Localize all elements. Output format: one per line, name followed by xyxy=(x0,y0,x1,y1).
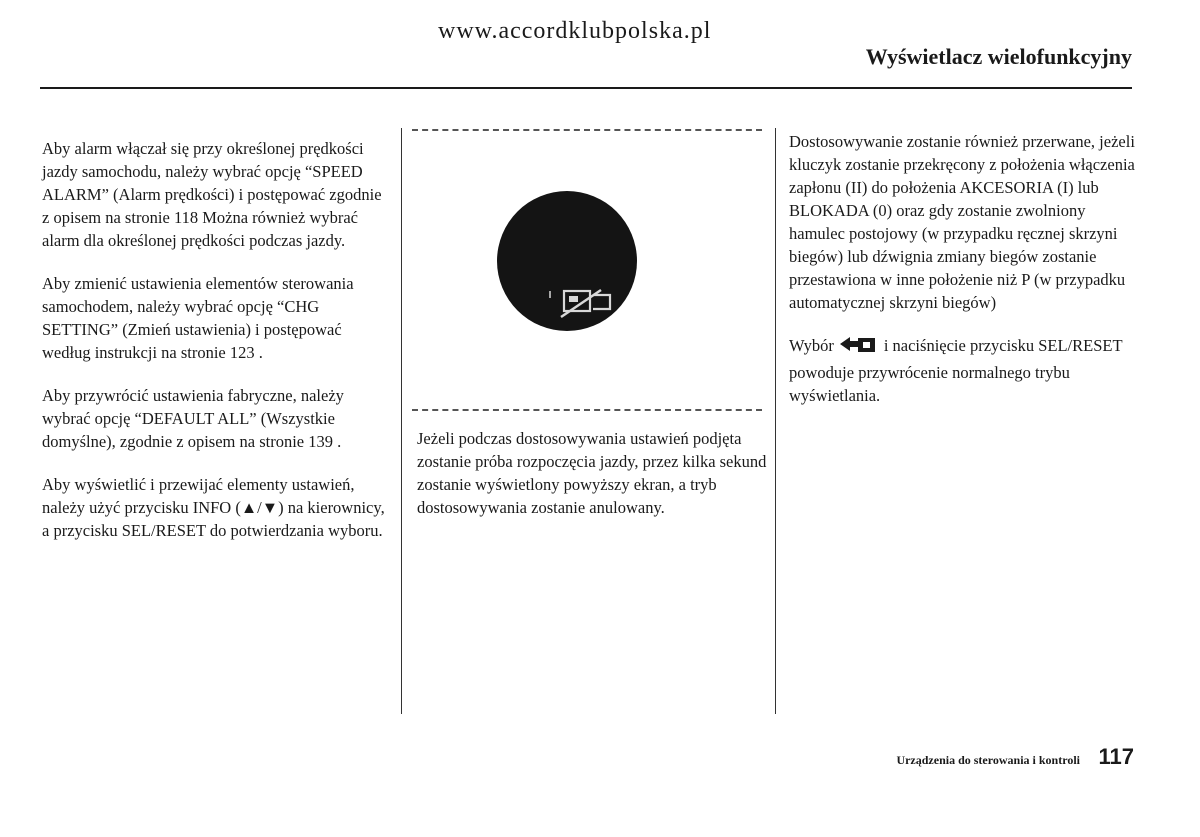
figure-top-rule xyxy=(412,129,762,131)
paragraph-return-normal xyxy=(789,334,1139,407)
footer-section-label: Urządzenia do sterowania i kontroli xyxy=(896,753,1080,767)
section-title: Wyświetlacz wielofunkcyjny xyxy=(865,44,1132,69)
paragraph-default-all: Aby przywrócić ustawienia fabryczne, należy wybrać opcję “DEFAULT ALL” (Wszystkie domyślne), zgodnie z opisem na stronie 139 . xyxy=(42,386,344,451)
paragraph-return-suffix: i naciśnięcie przycisku SEL/RESET powoduje przywrócenie normalnego trybu wyświetlania. xyxy=(789,336,1123,405)
middle-column xyxy=(417,427,767,539)
paragraph-return-prefix: Wybór xyxy=(789,336,834,355)
paragraph-speed-alarm: Aby alarm włączał się przy określonej prędkości jazdy samochodu, należy wybrać opcję “SPEED ALARM” (Alarm prędkości) i postępować zgodnie z opisem na stronie 118 Można również wybrać alarm dla określonej prędkości podczas jazdy. xyxy=(42,139,382,250)
back-arrow-icon xyxy=(838,335,880,361)
paragraph-cancel-conditions: Dostosowywanie zostanie również przerwane, jeżeli kluczyk zostanie przekręcony z położenia włączenia zapłonu (II) do położenia AKCESORIA (I) lub BLOKADA (0) oraz gdy zostanie zwolniony hamulec postojowy (w przypadku ręcznej skrzyni biegów) lub dźwignia zmiany biegów zostanie przestawiona w inne położenie niż P (w przypadku automatycznej skrzyni biegów) xyxy=(789,132,1135,312)
paragraph-info-button: Aby wyświetlić i przewijać elementy ustawień, należy użyć przycisku INFO (▲/▼) na kierownicy, a przycisku SEL/RESET do potwierdzania wyboru. xyxy=(42,475,385,540)
figure-caption: Jeżeli podczas dostosowywania ustawień podjęta zostanie próba rozpoczęcia jazdy, przez kilka sekund zostanie wyświetlony powyższy ekran, a tryb dostosowywania zostanie anulowany. xyxy=(417,429,767,517)
display-screen-figure xyxy=(497,191,637,331)
left-column xyxy=(42,137,392,562)
settings-cancelled-icon xyxy=(497,191,637,331)
watermark-url: www.accordklubpolska.pl xyxy=(438,18,712,44)
figure-bottom-rule xyxy=(412,409,762,411)
column-divider-right xyxy=(775,128,776,714)
column-divider-left xyxy=(401,128,402,714)
paragraph-chg-setting: Aby zmienić ustawienia elementów sterowania samochodem, należy wybrać opcję “CHG SETTING” (Zmień ustawienia) i postępować według instrukcji na stronie 123 . xyxy=(42,274,354,362)
header-rule xyxy=(40,87,1132,89)
page-number: 117 xyxy=(1098,744,1134,769)
right-column xyxy=(789,130,1139,427)
